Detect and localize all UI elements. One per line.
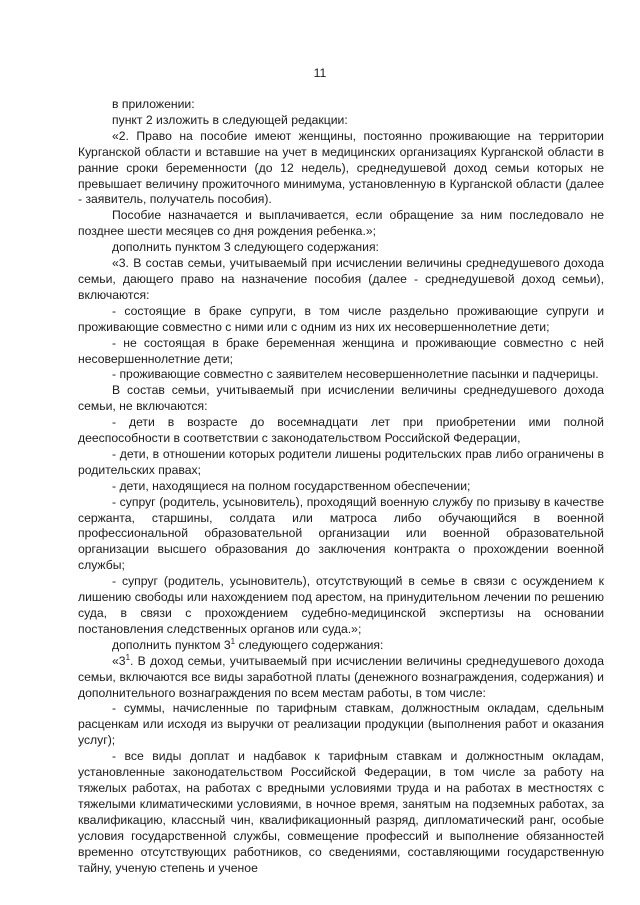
list-item: - дети в возрасте до восемнадцати лет при приобретении ими полной дееспособности в соответствии с законодательством Российской Федерации, bbox=[78, 415, 604, 446]
list-item: - дети, в отношении которых родители лишены родительских прав либо ограничены в родительских правах; bbox=[78, 446, 604, 477]
paragraph: «2. Право на пособие имеют женщины, постоянно проживающие на территории Курганской области и вставшие на учет в медицинских организациях Курганской области в ранние сроки беременности (до 12 недель), среднедушевой доход семьи которых не превышает величину прожиточного минимума, установленную в Курганской области (далее - заявитель, получатель пособия). bbox=[78, 128, 604, 207]
paragraph: «3. В состав семьи, учитываемый при исчислении величины среднедушевого дохода семьи, дающего право на назначение пособия (далее - среднедушевой доход семьи), включаются: bbox=[78, 256, 604, 302]
paragraph bbox=[78, 654, 604, 702]
list-item: - не состоящая в браке беременная женщина и проживающие совместно с ней несовершеннолетние дети; bbox=[78, 335, 604, 366]
list-item: - состоящие в браке супруги, в том числе раздельно проживающие супруги и проживающие совместно с ними или с одним из них их несовершеннолетние дети; bbox=[78, 303, 604, 334]
document-body bbox=[78, 97, 604, 876]
superscript-index: 1 bbox=[125, 652, 131, 662]
paragraph: Пособие назначается и выплачивается, если обращение за ним последовало не позднее шести месяцев со дня рождения ребенка.»; bbox=[78, 208, 604, 239]
paragraph-text: «3 bbox=[112, 653, 126, 668]
list-item: - суммы, начисленные по тарифным ставкам, должностным окладам, сдельным расценкам или исходя из выручки от реализации продукции (выполнения работ и оказания услуг); bbox=[78, 701, 604, 748]
list-item: - супруг (родитель, усыновитель), отсутствующий в семье в связи с осуждением к лишению свободы или нахождением под арестом, на принудительном лечении по решению суда, в связи с прохождением судебно-медицинской экспертизы на основании постановления следственных органов или суда.»; bbox=[78, 574, 604, 636]
list-item: - все виды доплат и надбавок к тарифным ставкам и должностным окладам, установленные законодательством Российской Федерации, в том числе за работу на тяжелых работах, на работах с вредными условиями труда и на работах в местностях с тяжелыми климатическими условиями, в ночное время, занятым на подземных работах, за квалификацию, классный чин, квалификационный разряд, дипломатический ранг, особые условия государственной службы, совмещение профессий и выполнение обязанностей временно отсутствующих работников, со сведениями, составляющими государственную тайну, ученую степень и ученое bbox=[78, 749, 604, 875]
paragraph: в приложении: bbox=[112, 97, 195, 111]
paragraph-text: . В доход семьи, учитываемый при исчислении величины среднедушевого дохода семьи, включаются все виды заработной платы (денежного вознаграждения, содержания) и дополнительного вознаграждения по всем местам работы, в том числе: bbox=[78, 653, 604, 700]
list-item: - проживающие совместно с заявителем несовершеннолетние пасынки и падчерицы. bbox=[112, 367, 599, 382]
paragraph: пункт 2 изложить в следующей редакции: bbox=[112, 112, 348, 127]
paragraph-text: следующего содержания: bbox=[235, 637, 384, 652]
list-item: - дети, находящиеся на полном государственном обеспечении; bbox=[112, 478, 471, 493]
paragraph: дополнить пунктом 3 следующего содержания: bbox=[112, 240, 379, 255]
paragraph-text: дополнить пунктом 3 bbox=[112, 637, 231, 652]
superscript-index: 1 bbox=[230, 636, 236, 646]
paragraph bbox=[78, 638, 604, 654]
page-number: 11 bbox=[313, 66, 327, 80]
paragraph: В состав семьи, учитываемый при исчислении величины среднедушевого дохода семьи, не включаются: bbox=[78, 383, 604, 414]
list-item: - супруг (родитель, усыновитель), проходящий военную службу по призыву в качестве сержанта, старшины, солдата или матроса либо обучающийся в военной профессиональной образовательной организации или военной образовательной организации высшего образования до заключения контракта о прохождении военной службы; bbox=[78, 494, 604, 573]
